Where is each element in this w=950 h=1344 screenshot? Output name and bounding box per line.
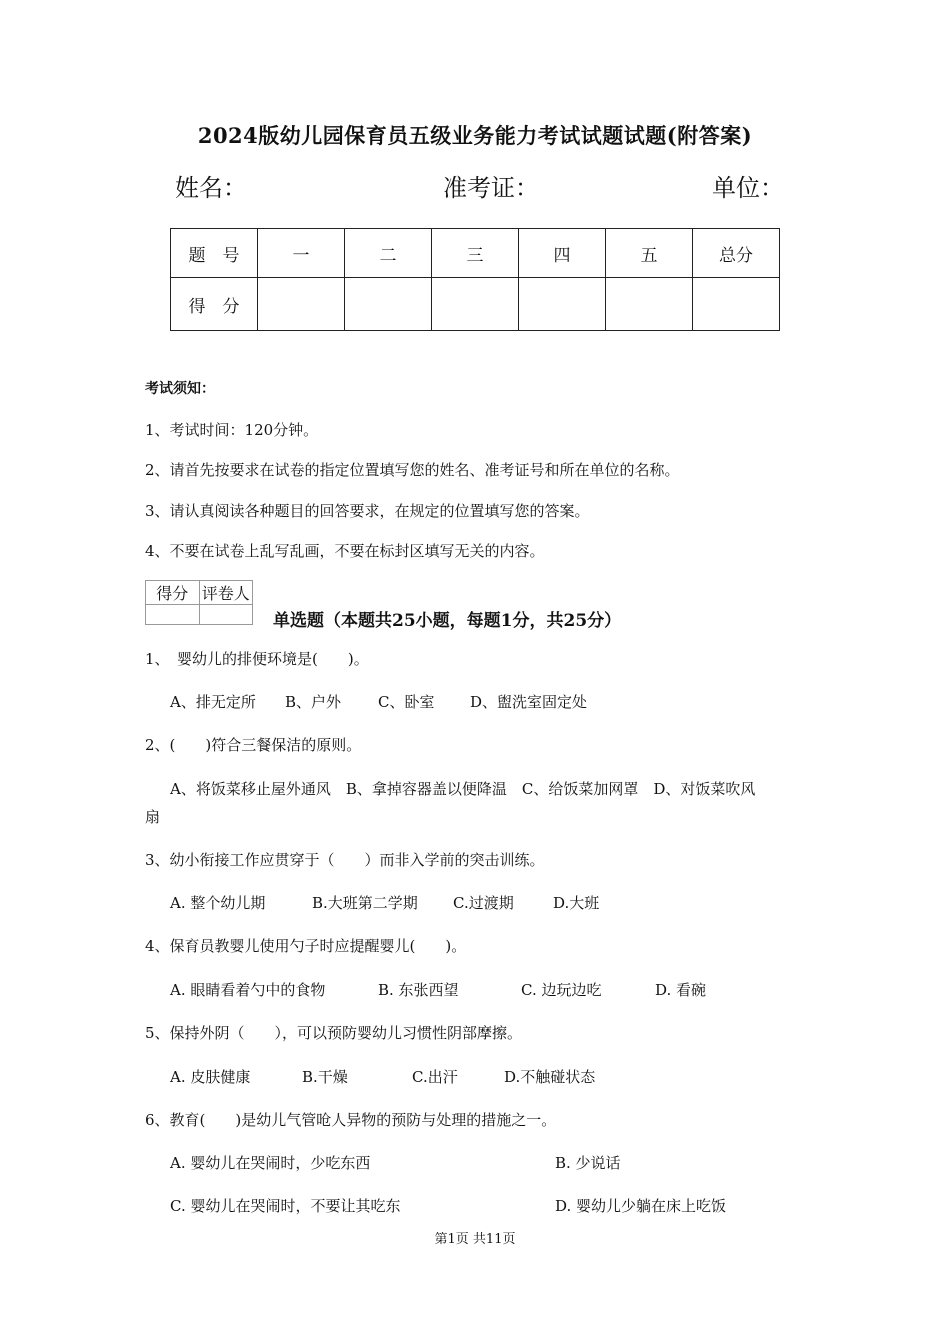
option: D. 看碗 xyxy=(655,981,707,999)
score-table-cell: 得 分 xyxy=(171,278,258,331)
score-input-cell[interactable] xyxy=(693,278,780,331)
option: D.大班 xyxy=(553,894,600,912)
score-table-cell: 一 xyxy=(258,229,345,278)
option: A. 整个幼儿期 xyxy=(170,894,266,912)
question-stem: 6、教育( )是幼儿气管呛人异物的预防与处理的措施之一。 xyxy=(145,1111,557,1129)
score-table-header-row xyxy=(171,229,780,278)
option: D. 婴幼儿少躺在床上吃饭 xyxy=(555,1197,727,1215)
option: B、户外 xyxy=(285,693,342,711)
score-input-cell[interactable] xyxy=(606,278,693,331)
notice-item: 4、不要在试卷上乱写乱画，不要在标封区填写无关的内容。 xyxy=(145,542,545,560)
option: C. 婴幼儿在哭闹时，不要让其吃东 xyxy=(170,1197,401,1215)
score-table-score-row xyxy=(171,278,780,331)
name-field-label: 姓名： xyxy=(175,174,247,202)
option: C.出汗 xyxy=(412,1068,458,1086)
option: C.过渡期 xyxy=(453,894,514,912)
score-table-cell: 三 xyxy=(432,229,519,278)
question-stem: 3、幼小衔接工作应贯穿于（ ）而非入学前的突击训练。 xyxy=(145,851,545,869)
score-table-cell: 五 xyxy=(606,229,693,278)
unit-field-label: 单位： xyxy=(712,174,784,202)
option-line: A、将饭菜移止屋外通风 B、拿掉容器盖以便降温 C、给饭菜加网罩 D、对饭菜吹风 xyxy=(170,780,756,798)
score-table xyxy=(170,228,780,331)
score-table-cell: 题 号 xyxy=(171,229,258,278)
score-table-cell: 总分 xyxy=(693,229,780,278)
notice-item: 1、考试时间：120分钟。 xyxy=(145,421,319,439)
score-input-cell[interactable] xyxy=(258,278,345,331)
exam-id-field-label: 准考证： xyxy=(443,174,539,202)
option: A. 婴幼儿在哭闹时，少吃东西 xyxy=(170,1154,371,1172)
option: A、排无定所 xyxy=(170,693,256,711)
option-line-wrap: 扇 xyxy=(145,808,161,826)
option: D、盥洗室固定处 xyxy=(470,693,588,711)
document-title: 2024版幼儿园保育员五级业务能力考试试题试题(附答案) xyxy=(197,123,753,148)
score-table-cell: 二 xyxy=(345,229,432,278)
option: B.干燥 xyxy=(302,1068,348,1086)
question-stem: 2、( )符合三餐保洁的原则。 xyxy=(145,736,362,754)
score-input-cell[interactable] xyxy=(519,278,606,331)
page-footer: 第1页 共11页 xyxy=(434,1232,516,1247)
option: B. 东张西望 xyxy=(378,981,459,999)
question-stem: 5、保持外阴（ ），可以预防婴幼儿习惯性阴部摩擦。 xyxy=(145,1024,523,1042)
score-input-cell[interactable] xyxy=(432,278,519,331)
grader-box-score-cell[interactable] xyxy=(146,605,200,625)
option: D.不触碰状态 xyxy=(504,1068,596,1086)
notice-item: 3、请认真阅读各种题目的回答要求，在规定的位置填写您的答案。 xyxy=(145,502,590,520)
option: B.大班第二学期 xyxy=(312,894,418,912)
score-input-cell[interactable] xyxy=(345,278,432,331)
option: A. 眼睛看着勺中的食物 xyxy=(170,981,326,999)
question-stem: 1、 婴幼儿的排便环境是( )。 xyxy=(145,650,369,668)
notice-item: 2、请首先按要求在试卷的指定位置填写您的姓名、准考证号和所在单位的名称。 xyxy=(145,461,680,479)
option: B. 少说话 xyxy=(555,1154,621,1172)
question-stem: 4、保育员教婴儿使用勺子时应提醒婴儿( )。 xyxy=(145,937,467,955)
score-table-cell: 四 xyxy=(519,229,606,278)
option: C、卧室 xyxy=(378,693,435,711)
grader-box-grader-cell[interactable] xyxy=(199,605,253,625)
option: A. 皮肤健康 xyxy=(170,1068,251,1086)
grader-box-grader-label: 评卷人 xyxy=(199,581,253,605)
notice-title: 考试须知： xyxy=(145,381,215,397)
option: C. 边玩边吃 xyxy=(521,981,602,999)
grader-box xyxy=(145,580,253,625)
grader-box-score-label: 得分 xyxy=(146,581,200,605)
section-title: 单选题（本题共25小题，每题1分，共25分） xyxy=(273,611,622,631)
